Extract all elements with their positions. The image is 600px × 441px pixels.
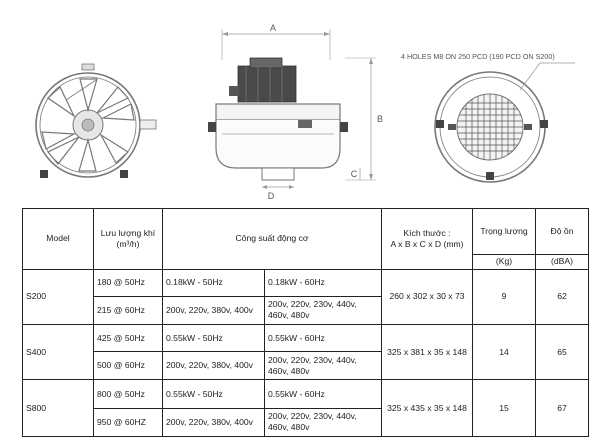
model-cell: S200 <box>23 269 94 324</box>
weight-cell: 14 <box>473 324 536 379</box>
dim-d-label: D <box>267 191 275 201</box>
spec-table <box>22 208 589 437</box>
voltage-50hz-cell: 200v, 220v, 380v, 400v <box>163 352 265 380</box>
flow-50hz-cell: 425 @ 50Hz <box>94 324 163 351</box>
table-header-row <box>23 209 589 255</box>
mounting-holes-note: 4 HOLES M8 ON 250 PCD (190 PCD ON S200) <box>401 52 555 61</box>
voltage-60hz-cell <box>265 408 382 436</box>
model-cell: S400 <box>23 324 94 379</box>
table-row <box>23 324 589 351</box>
flow-60hz-cell: 215 @ 60Hz <box>94 296 163 324</box>
weight-cell: 15 <box>473 380 536 437</box>
voltage-60hz-line: 200v, 220v, 230v, 440v, <box>268 411 357 422</box>
side-elevation-view <box>208 29 376 189</box>
power-50hz-cell: 0.55kW - 50Hz <box>163 380 265 408</box>
airflow-header-unit: (m³/h) <box>116 238 140 249</box>
impeller-face-view <box>36 64 156 178</box>
table-row <box>23 380 589 408</box>
noise-header: Độ ồn <box>536 209 589 255</box>
power-60hz-cell: 0.55kW - 60Hz <box>265 324 382 351</box>
voltage-60hz-cell <box>265 296 382 324</box>
dimensions-cell: 260 x 302 x 30 x 73 <box>382 269 473 324</box>
dimensions-header <box>382 209 473 270</box>
flow-60hz-cell: 950 @ 60HZ <box>94 408 163 436</box>
flow-60hz-cell: 500 @ 60Hz <box>94 352 163 380</box>
model-cell: S800 <box>23 380 94 437</box>
power-60hz-cell: 0.18kW - 60Hz <box>265 269 382 296</box>
dim-a-label: A <box>269 23 277 33</box>
inlet-guard-view <box>435 63 575 182</box>
voltage-50hz-cell: 200v, 220v, 380v, 400v <box>163 408 265 436</box>
noise-cell: 62 <box>536 269 589 324</box>
dimensions-cell: 325 x 435 x 35 x 148 <box>382 380 473 437</box>
noise-cell: 67 <box>536 380 589 437</box>
airflow-header <box>94 209 163 270</box>
dimensions-header-unit: A x B x C x D (mm) <box>390 238 464 249</box>
power-50hz-cell: 0.55kW - 50Hz <box>163 324 265 351</box>
voltage-60hz-line: 200v, 220v, 230v, 440v, <box>268 299 357 310</box>
dim-c-label: C <box>350 169 358 179</box>
flow-50hz-cell: 180 @ 50Hz <box>94 269 163 296</box>
voltage-60hz-line: 200v, 220v, 230v, 440v, <box>268 354 357 365</box>
voltage-60hz-line: 460v, 480v <box>268 310 310 321</box>
power-50hz-cell: 0.18kW - 50Hz <box>163 269 265 296</box>
airflow-header-title: Lưu lượng khí <box>100 227 156 238</box>
dimensions-header-title: Kích thước : <box>403 227 451 238</box>
weight-cell: 9 <box>473 269 536 324</box>
noise-cell: 65 <box>536 324 589 379</box>
motor-power-header: Công suất động cơ <box>163 209 382 270</box>
noise-unit: (dBA) <box>536 255 589 269</box>
voltage-60hz-line: 460v, 480v <box>268 422 310 433</box>
fan-technical-drawing <box>0 0 600 205</box>
voltage-50hz-cell: 200v, 220v, 380v, 400v <box>163 296 265 324</box>
table-row <box>23 269 589 296</box>
weight-unit: (Kg) <box>473 255 536 269</box>
model-header: Model <box>23 209 94 270</box>
dim-b-label: B <box>376 114 384 124</box>
voltage-60hz-line: 460v, 480v <box>268 365 310 376</box>
flow-50hz-cell: 800 @ 50Hz <box>94 380 163 408</box>
power-60hz-cell: 0.55kW - 60Hz <box>265 380 382 408</box>
weight-header: Trọng lượng <box>473 209 536 255</box>
dimensions-cell: 325 x 381 x 35 x 148 <box>382 324 473 379</box>
voltage-60hz-cell <box>265 352 382 380</box>
